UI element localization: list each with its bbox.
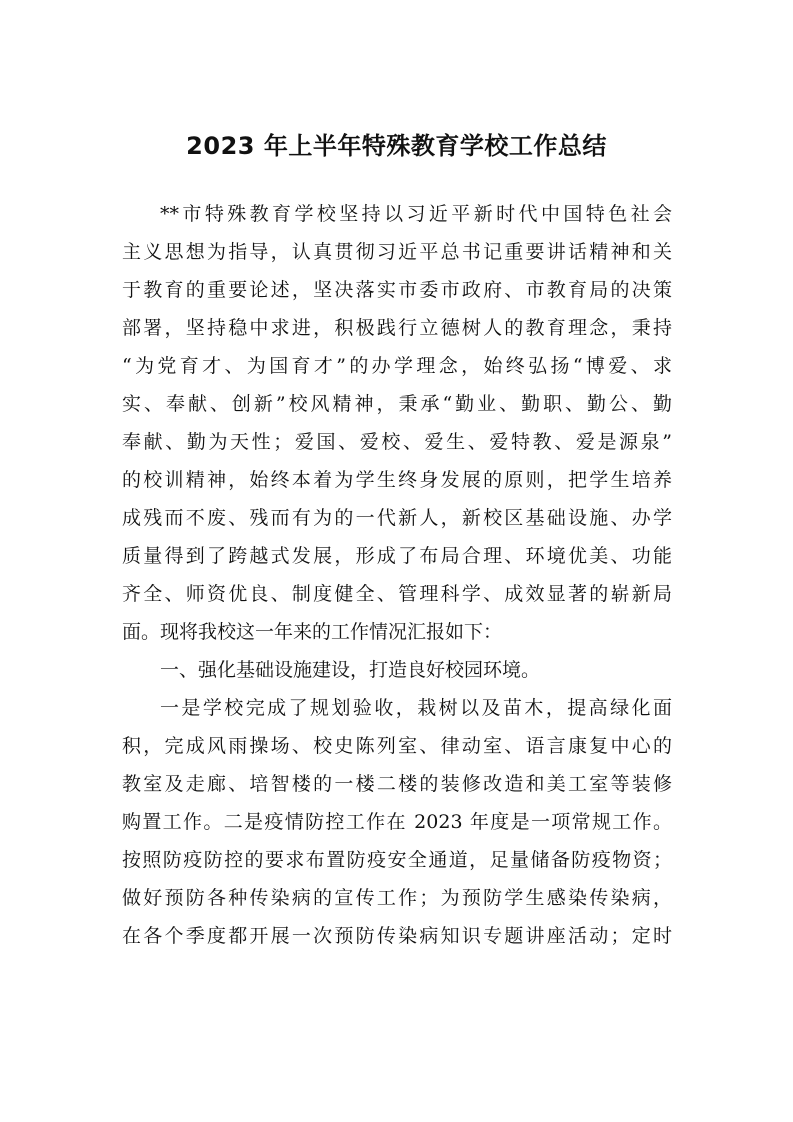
paragraph-line: 购置工作。二是疫情防控工作在 2023 年度是一项常规工作。 [122, 811, 672, 833]
paragraph-line: 齐全、师资优良、制度健全、管理科学、成效显著的崭新局 [122, 583, 672, 605]
paragraph-line: 主义思想为指导，认真贯彻习近平总书记重要讲话精神和关 [122, 241, 672, 263]
paragraph-line: 质量得到了跨越式发展，形成了布局合理、环境优美、功能 [122, 545, 672, 567]
paragraph-line: 面。现将我校这一年来的工作情况汇报如下： [122, 621, 503, 643]
paragraph-line: 成残而不废、残而有为的一代新人，新校区基础设施、办学 [122, 507, 672, 529]
section-heading: 一、强化基础设施建设，打造良好校园环境。 [160, 659, 541, 681]
paragraph-line: 实、奉献、创新”校风精神，秉承“勤业、勤职、勤公、勤 [122, 393, 672, 415]
paragraph-line: 做好预防各种传染病的宣传工作；为预防学生感染传染病， [122, 887, 672, 909]
paragraph-line: 的校训精神，始终本着为学生终身发展的原则，把学生培养 [122, 469, 672, 491]
paragraph-line: **市特殊教育学校坚持以习近平新时代中国特色社会 [160, 203, 672, 225]
document-title: 2023 年上半年特殊教育学校工作总结 [186, 132, 607, 160]
paragraph-line: 一是学校完成了规划验收，栽树以及苗木，提高绿化面 [160, 697, 672, 719]
paragraph-line: 奉献、勤为天性；爱国、爱校、爱生、爱特教、爱是源泉” [122, 431, 672, 453]
paragraph-line: 在各个季度都开展一次预防传染病知识专题讲座活动；定时 [122, 925, 672, 947]
paragraph-line: 于教育的重要论述，坚决落实市委市政府、市教育局的决策 [122, 279, 672, 301]
paragraph-line: 积，完成风雨操场、校史陈列室、律动室、语言康复中心的 [122, 735, 672, 757]
paragraph-line: 按照防疫防控的要求布置防疫安全通道，足量储备防疫物资； [122, 849, 672, 871]
paragraph-line: “为党育才、为国育才”的办学理念，始终弘扬“博爱、求 [122, 355, 672, 377]
paragraph-line: 教室及走廊、培智楼的一楼二楼的装修改造和美工室等装修 [122, 773, 672, 795]
paragraph-line: 部署，坚持稳中求进，积极践行立德树人的教育理念，秉持 [122, 317, 672, 339]
